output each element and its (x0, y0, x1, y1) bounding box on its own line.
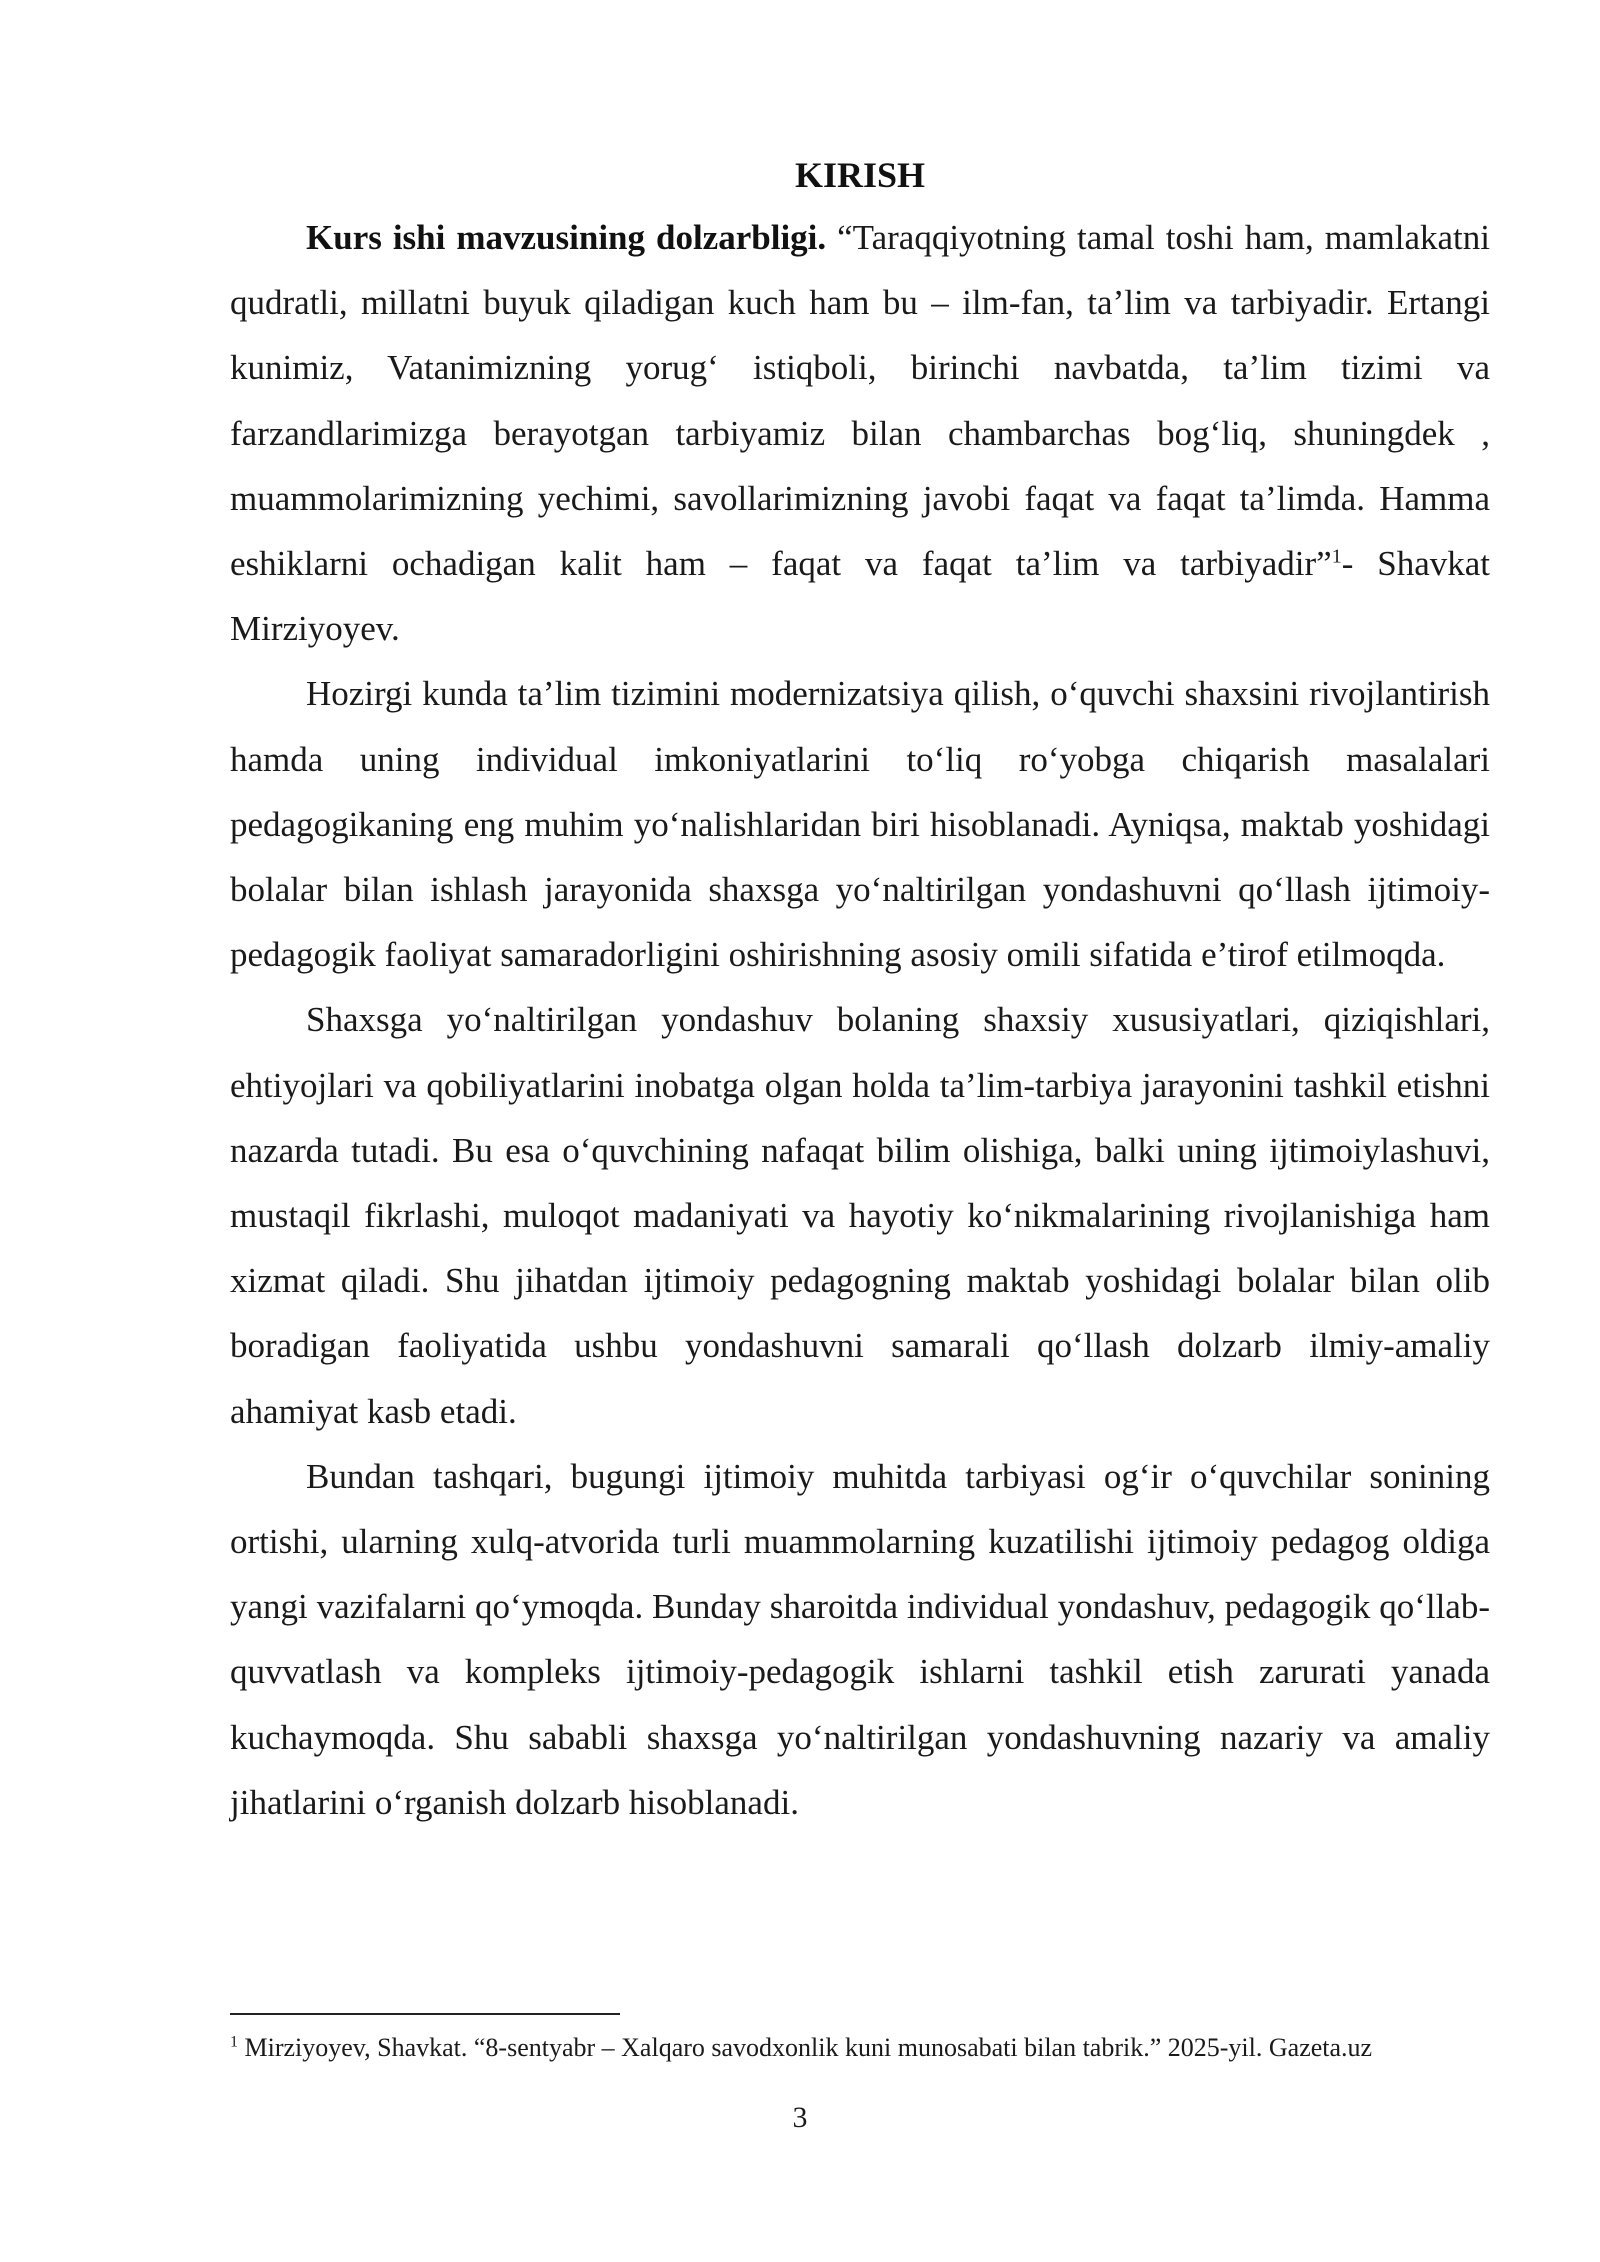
page-number: 3 (792, 2101, 808, 2134)
relevance-label: Kurs ishi mavzusining dolzarbligi. (306, 218, 827, 257)
paragraph-relevance (230, 205, 1490, 661)
paragraph-social-environment: Bundan tashqari, bugungi ijtimoiy muhitda tarbiyasi og‘ir o‘quvchilar sonining ortishi, ularning xulq-atvorida turli muammolarning kuzatilishi ijtimoiy pedagog oldiga yangi vazifalarni qo‘ymoqda. Bunday sharoitda individual yondashuv, pedagogik qo‘llab-quvvatlash va kompleks ijtimoiy-pedagogik ishlarni tashkil etish zarurati yanada kuchaymoqda. Shu sababli shaxsga yo‘naltirilgan yondashuvning nazariy va amaliy jihatlarini o‘rganish dolzarb hisoblanadi. (230, 1456, 1490, 1822)
paragraph-modernization: Hozirgi kunda ta’lim tizimini modernizatsiya qilish, o‘quvchi shaxsini rivojlantirish hamda uning individual imkoniyatlarini to‘liq ro‘yobga chiqarish masalalari pedagogikaning eng muhim yo‘nalishlaridan biri hisoblanadi. Ayniqsa, maktab yoshidagi bolalar bilan ishlash jarayonida shaxsga yo‘naltirilgan yondashuvni qo‘llash ijtimoiy-pedagogik faoliyat samaradorligini oshirishning asosiy omili sifatida e’tirof etilmoqda. (230, 674, 1490, 975)
quote-attribution: - Shavkat Mirziyoyev. (230, 544, 1490, 649)
paragraph-personal-approach: Shaxsga yo‘naltirilgan yondashuv bolaning shaxsiy xususiyatlari, qiziqishlari, ehtiyojlari va qobiliyatlarini inobatga olgan holda ta’lim-tarbiya jarayonini tashkil etishni nazarda tutadi. Bu esa o‘quvchining nafaqat bilim olishiga, balki uning ijtimoiylashuvi, mustaqil fikrlashi, muloqot madaniyati va hayotiy ko‘nikmalarining rivojlanishiga ham xizmat qiladi. Shu jihatdan ijtimoiy pedagogning maktab yoshidagi bolalar bilan olib boradigan faoliyatida ushbu yondashuvni samarali qo‘llash dolzarb ilmiy-amaliy ahamiyat kasb etadi. (230, 1000, 1490, 1431)
footnote (230, 2030, 1490, 2066)
page-body (230, 145, 1490, 1835)
footnote-separator (230, 2013, 620, 2015)
president-quote: “Taraqqiyotning tamal toshi ham, mamlakatni qudratli, millatni buyuk qiladigan kuch ham bu – ilm-fan, ta’lim va tarbiyadir. Ertangi kunimiz, Vatanimizning yorug‘ istiqboli, birinchi navbatda, ta’lim tizimi va farzandlarimizga berayotgan tarbiyamiz bilan chambarchas bog‘liq, shuningdek , muammolarimizning yechimi, savollarimizning javobi faqat va faqat ta’limda. Hamma eshiklarni ochadigan kalit ham – faqat va faqat ta’lim va tarbiyadir” (230, 218, 1490, 584)
footnote-number: 1 (230, 2033, 238, 2051)
footnote-text: Mirziyoyev, Shavkat. “8-sentyabr – Xalqaro savodxonlik kuni munosabati bilan tabrik.” 2025-yil. Gazeta.uz (238, 2033, 1373, 2062)
section-heading: KIRISH (794, 155, 926, 195)
footnote-reference[interactable]: 1 (1331, 545, 1342, 568)
